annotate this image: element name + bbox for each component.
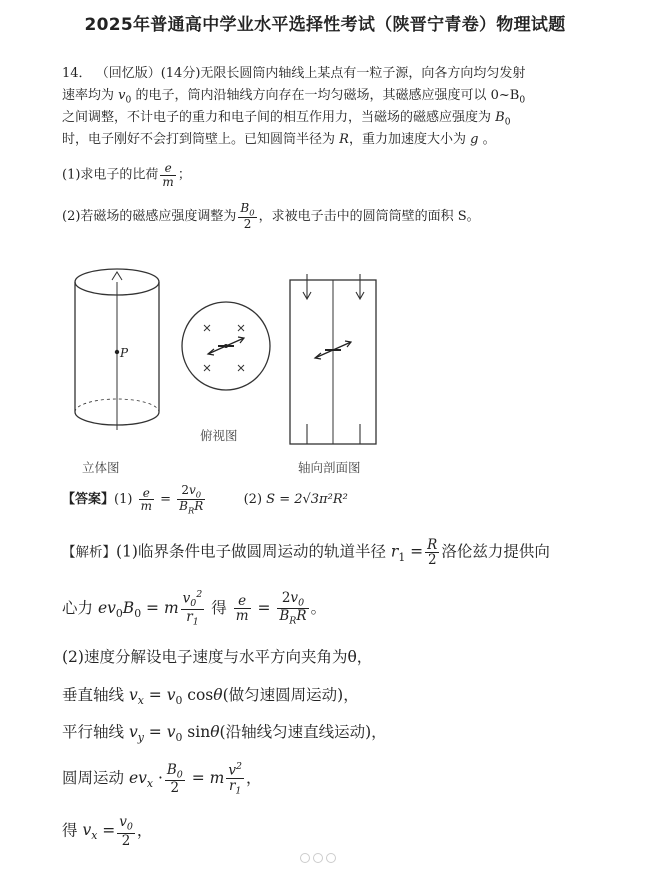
question-2 [62, 202, 480, 231]
analysis-text: ， [246, 769, 262, 788]
question-2-text: (2)若磁场的磁感应强度调整为 [62, 208, 237, 224]
3d-view-caption: 立体图 [82, 460, 120, 475]
analysis-text: (沿轴线匀速直线运动)， [219, 723, 387, 741]
analysis-line-6: 圆周运动 $ev_x$ · $\frac{B_0}{2}$ = m $\frac{v^2}{r_1}$ ， [62, 761, 262, 797]
analysis-text: 。 [310, 598, 327, 617]
top-view-figure [178, 298, 274, 394]
problem-text: 之间调整，不计电子的重力和电子间的相互作用力，当磁场的磁感应强度为 [62, 110, 492, 125]
question-1-suffix: ； [177, 167, 191, 183]
problem-line-4: 时，电子刚好不会打到筒壁上。已知圆筒半径为 R，重力加速度大小为 g 。 [62, 132, 496, 147]
analysis-line-2: 心力 $ev_0B_0 = m$ $\frac{v_0^2}{r_1}$ 得 $\frac{e}{m}$ = $\frac{2v_0}{B_RR}$ 。 [62, 589, 327, 628]
problem-text: ，重力加速度大小为 [348, 132, 466, 147]
section-caption: 轴向剖面图 [298, 460, 361, 475]
problem-text: 的电子，筒内沿轴线方向存在一均匀磁场，其磁感应强度可以 [135, 88, 487, 103]
analysis-text: 垂直轴线 [62, 686, 125, 704]
analysis-text: 得 [62, 821, 78, 840]
analysis-text: 洛伦兹力提供向 [441, 542, 550, 561]
answer-line: 【答案】(1) $\frac{e}{m}$ = $\frac{2v_0}{B_RR}$ (2) S = 2√3π²R² [62, 483, 348, 516]
answer-tag: 【答案】 [62, 492, 115, 508]
analysis-line-5: 平行轴线 $v_y = v_0$ sinθ(沿轴线匀速直线运动)， [62, 723, 387, 745]
question-2-suffix: ，求被电子击中的圆筒筒壁的面积 S。 [258, 208, 480, 224]
problem-line-1 [62, 62, 525, 81]
analysis-line-1: 【解析】(1)临界条件电子做圆周运动的轨道半径 $r_1$ = $\frac{R}{2}$ 洛伦兹力提供向 [62, 537, 550, 569]
half-b0-fraction: $\frac{B_0}{2}$ [240, 201, 255, 232]
question-1-text: (1)求电子的比荷 [62, 167, 159, 183]
analysis-text: ， [136, 821, 153, 840]
magnetic-field-marks [204, 325, 244, 371]
answer-part1: (1) [114, 492, 133, 508]
answer-em-fraction: $\frac{e}{m}$ [140, 485, 152, 514]
problem-source: （回忆版） [95, 66, 161, 81]
problem-score: (14分) [160, 66, 201, 81]
problem-number: 14． [62, 66, 92, 81]
charge-mass-fraction: $\frac{e}{m}$ [162, 161, 174, 189]
cross-section-figure [285, 274, 385, 450]
analysis-text: (1)临界条件电子做圆周运动的轨道半径 [116, 542, 386, 561]
cylinder-3d-figure [62, 262, 172, 434]
analysis-text: (做匀速圆周运动)， [222, 686, 359, 704]
question-1 [62, 162, 191, 188]
page-title: 2025年普通高中学业水平选择性考试（陕晋宁青卷）物理试题 [84, 15, 566, 35]
problem-text: 时，电子刚好不会打到筒壁上。已知圆筒半径为 [62, 132, 336, 147]
answer-part2: (2) [243, 492, 263, 508]
analysis-line-7: 得 $v_x$ = $\frac{v_0}{2}$ ， [62, 814, 153, 849]
point-p-label: P [120, 346, 129, 360]
analysis-text: 圆周运动 [62, 769, 125, 788]
answer-value-fraction: $\frac{2v_0}{B_RR}$ [179, 483, 204, 516]
centripetal-fraction: $\frac{v_0^2}{r_1}$ [182, 589, 203, 628]
radius-fraction: $\frac{R}{2}$ [427, 537, 438, 569]
problem-text: 速率均为 [62, 88, 115, 103]
analysis-value-fraction: $\frac{2v_0}{B_RR}$ [279, 589, 307, 628]
half-field-fraction: $\frac{B_0}{2}$ [166, 761, 183, 797]
analysis-line-4: 垂直轴线 $v_x = v_0$ cosθ(做匀速圆周运动)， [62, 686, 359, 708]
analysis-tag: 【解析】 [62, 544, 116, 561]
analysis-line-3: (2)速度分解设电子速度与水平方向夹角为θ， [62, 648, 373, 666]
top-view-caption: 俯视图 [200, 428, 238, 443]
problem-line-2: 速率均为 $v_0$ 的电子，筒内沿轴线方向存在一均匀磁场，其磁感应强度可以 $0\sim B_0$ [62, 88, 526, 106]
analysis-text: 得 [211, 598, 227, 617]
area-formula: S = 2√3π²R² [266, 492, 348, 508]
analysis-em-fraction: $\frac{e}{m}$ [235, 593, 249, 625]
analysis-text: 平行轴线 [62, 723, 125, 741]
problem-text: 无限长圆筒内轴线上某点有一粒子源，向各方向均匀发射 [200, 66, 526, 81]
analysis-text: 心力 [62, 598, 94, 617]
problem-range: 0~B [490, 88, 520, 103]
problem-line-3: 之间调整，不计电子的重力和电子间的相互作用力，当磁场的磁感应强度为 $B_0$ [62, 110, 511, 128]
vx-fraction: $\frac{v_0}{2}$ [119, 814, 133, 849]
circular-fraction: $\frac{v^2}{r_1}$ [228, 761, 243, 797]
page-indicator [300, 848, 342, 858]
problem-text: 。 [482, 132, 496, 147]
